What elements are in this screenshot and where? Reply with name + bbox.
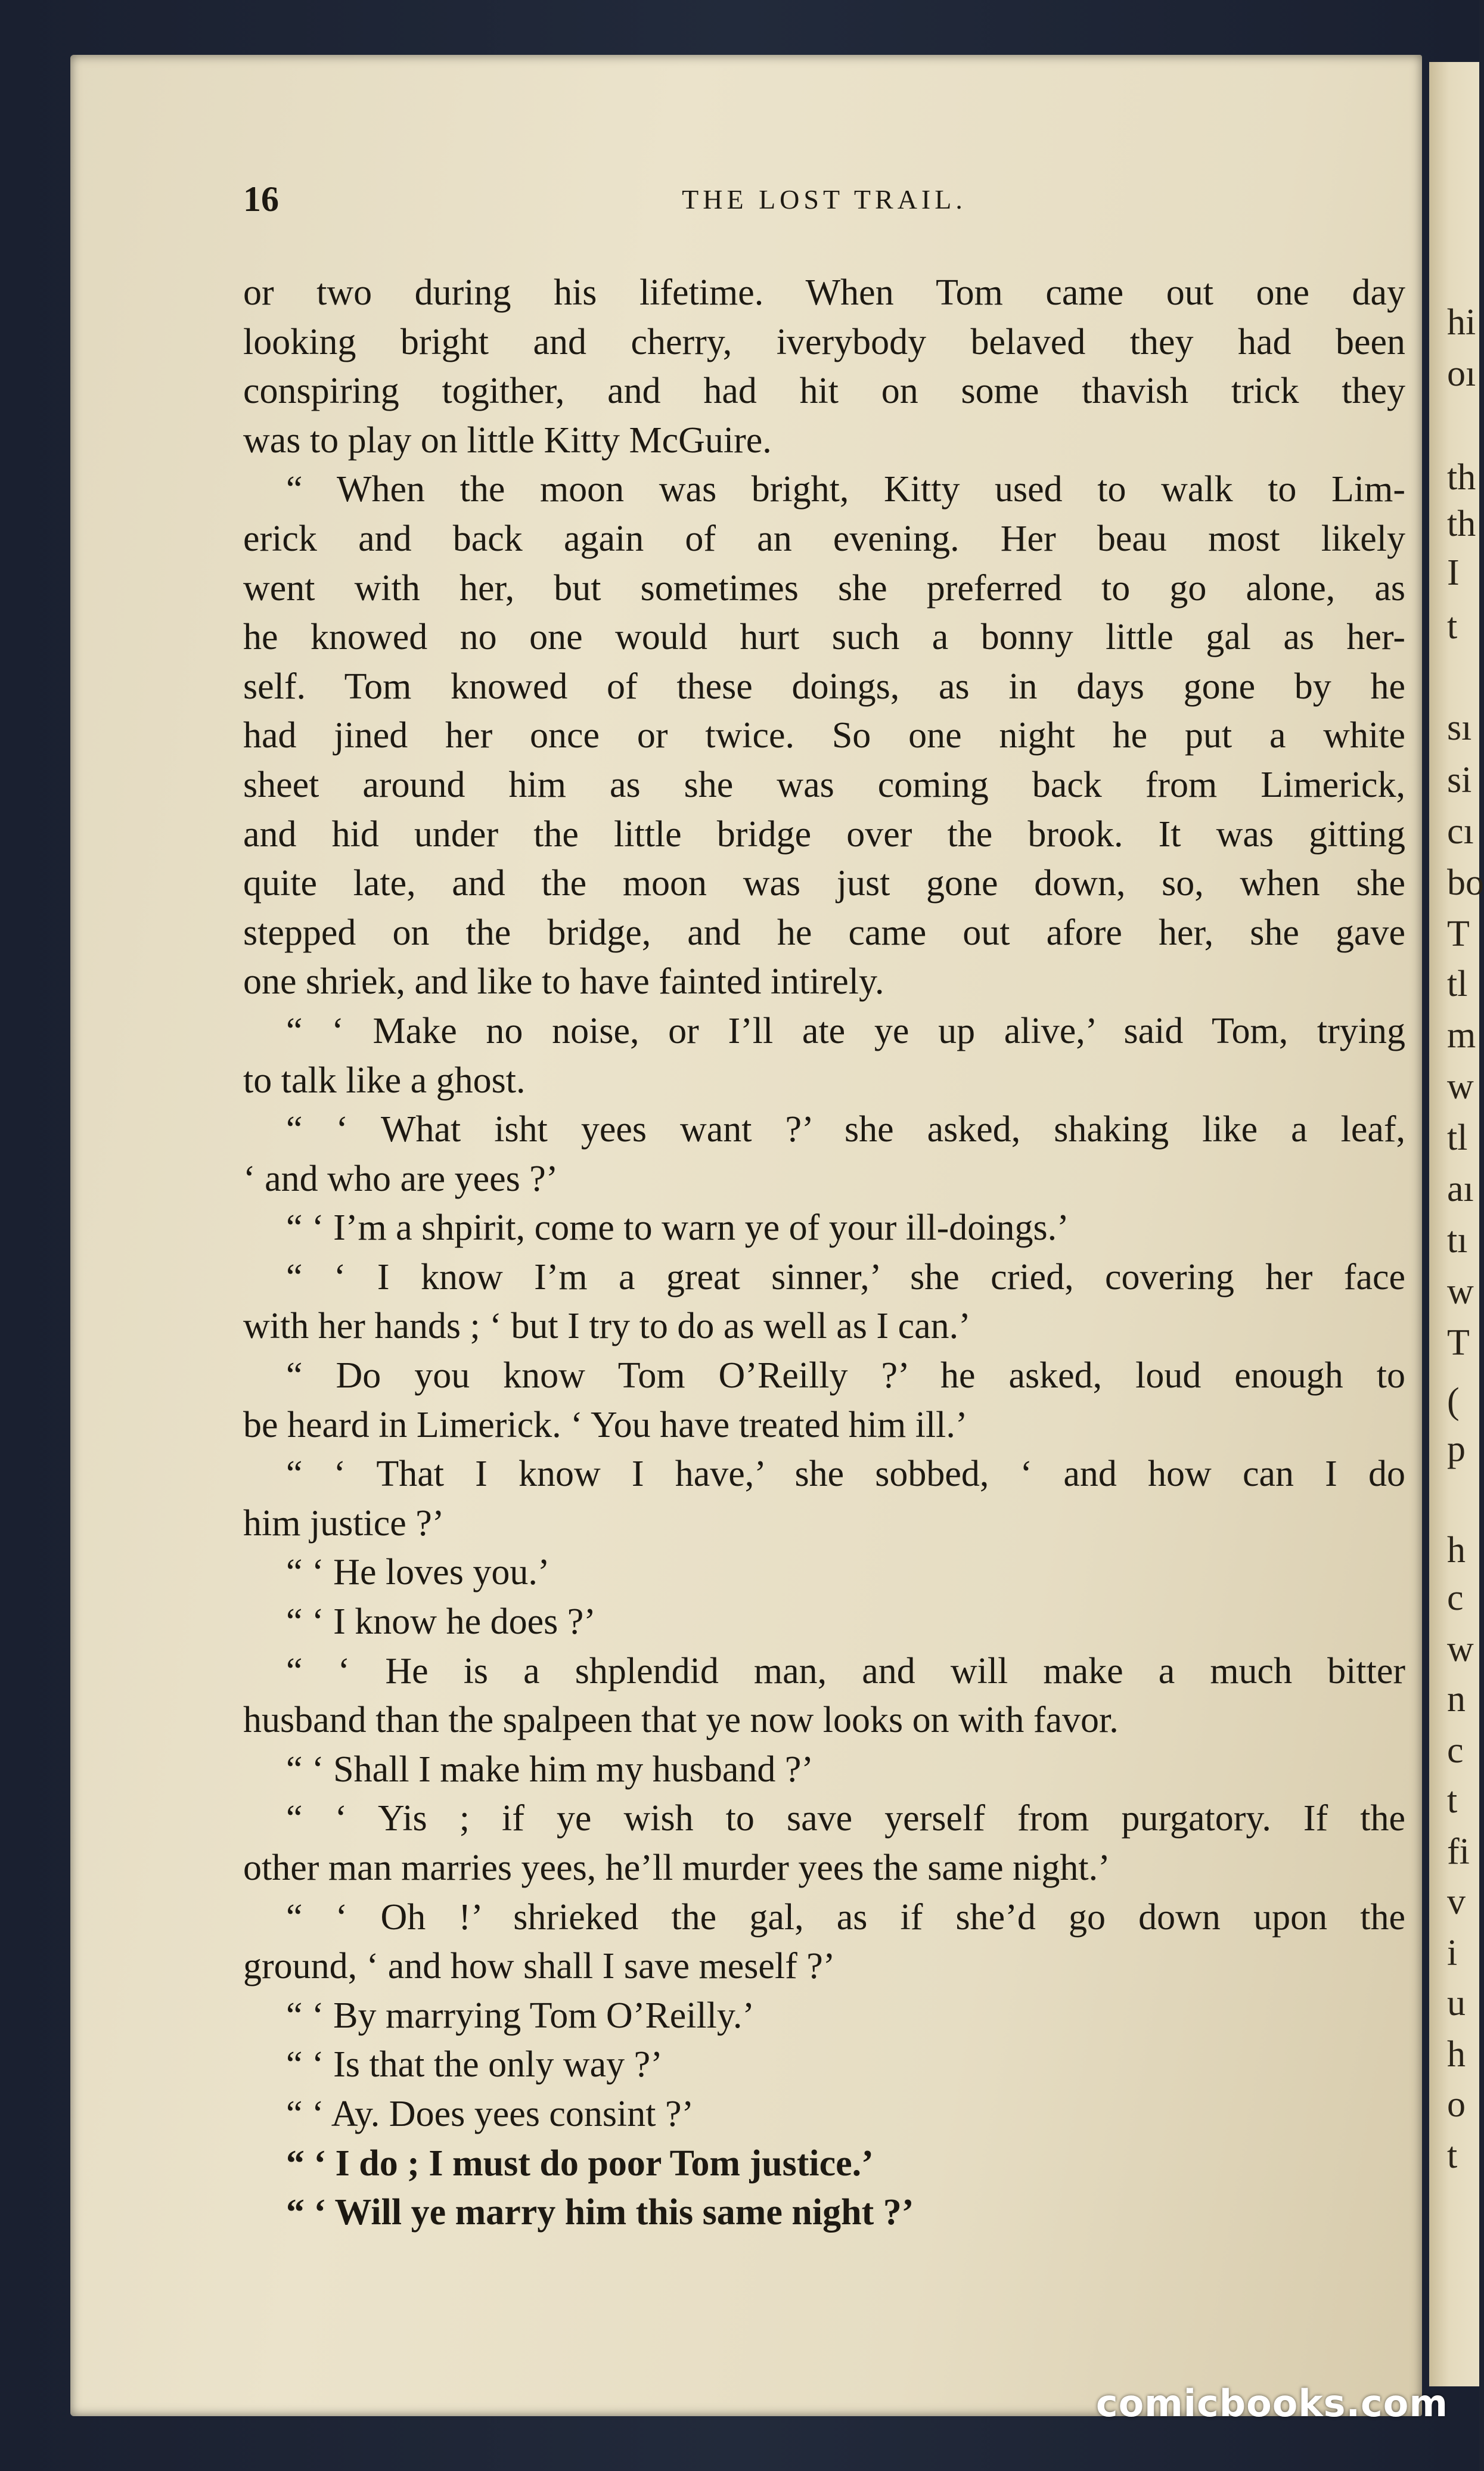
- text-line: with her hands ; ‘ but I try to do as well as I can.’: [243, 1306, 971, 1347]
- text-line: “ ‘ What isht yees want ?’ she asked, shaking like a leaf,: [286, 1109, 1405, 1150]
- adjacent-page-fragment: p: [1447, 1429, 1466, 1469]
- adjacent-page-fragment: t: [1447, 1780, 1458, 1821]
- text-line: looking bright and cherry, iverybody belaved they had been: [243, 321, 1405, 362]
- text-line: “ ‘ Oh !’ shrieked the gal, as if she’d go down upon the: [286, 1896, 1405, 1938]
- text-line: be heard in Limerick. ‘ You have treated him ill.’: [243, 1404, 968, 1445]
- body-text: [243, 268, 1405, 2237]
- watermark: comicbooks.com: [1095, 2382, 1448, 2425]
- page-header: [243, 179, 1405, 226]
- adjacent-page-fragment: hi: [1447, 302, 1476, 343]
- text-line: “ ‘ Is that the only way ?’: [286, 2044, 663, 2085]
- adjacent-page-fragment: I: [1447, 552, 1460, 593]
- text-line: “ ‘ He loves you.’: [286, 1552, 550, 1593]
- adjacent-page-fragment: tl: [1447, 1117, 1468, 1158]
- adjacent-page-fragment: h: [1447, 1530, 1466, 1570]
- text-line: “ ‘ Yis ; if ye wish to save yerself from purgatory. If the: [286, 1798, 1405, 1839]
- text-line: stepped on the bridge, and he came out afore her, she gave: [243, 912, 1405, 953]
- text-line: “ ‘ Make no noise, or I’ll ate ye up alive,’ said Tom, trying: [286, 1010, 1405, 1051]
- text-line: “ ‘ He is a shplendid man, and will make a much bitter: [286, 1650, 1405, 1691]
- adjacent-page-fragment: o: [1447, 2084, 1466, 2125]
- text-line: to talk like a ghost.: [243, 1060, 526, 1101]
- adjacent-page-fragment: t: [1447, 2135, 1458, 2176]
- text-line: had jined her once or twice. So one night he put a white: [243, 715, 1405, 756]
- text-line: “ Do you know Tom O’Reilly ?’ he asked, loud enough to: [286, 1355, 1405, 1396]
- adjacent-page-fragment: sı: [1447, 707, 1472, 748]
- text-line: “ ‘ Shall I make him my husband ?’: [286, 1749, 814, 1790]
- adjacent-page-fragment: T: [1447, 1323, 1470, 1363]
- text-line: “ ‘ I know I’m a great sinner,’ she cried, covering her face: [286, 1256, 1405, 1297]
- adjacent-page-fragment: bo: [1447, 862, 1484, 903]
- text-line: self. Tom knowed of these doings, as in days gone by he: [243, 666, 1405, 707]
- text-line: went with her, but sometimes she preferred to go alone, as: [243, 567, 1405, 609]
- adjacent-page-fragment: w: [1447, 1271, 1474, 1312]
- page-number: 16: [243, 179, 279, 219]
- adjacent-page-fragment: th: [1447, 504, 1476, 544]
- adjacent-page-fragment: h: [1447, 2034, 1466, 2075]
- text-line: “ ‘ I know he does ?’: [286, 1601, 596, 1643]
- text-line: ground, ‘ and how shall I save meself ?’: [243, 1946, 836, 1987]
- text-line: other man marries yees, he’ll murder yees the same night.’: [243, 1848, 1110, 1888]
- text-line: “ ‘ I do ; I must do poor Tom justice.’: [286, 2143, 874, 2184]
- adjacent-page-fragment: m: [1447, 1015, 1476, 1056]
- text-line: husband than the spalpeen that ye now looks on with favor.: [243, 1700, 1119, 1741]
- text-line: sheet around him as she was coming back from Limerick,: [243, 764, 1405, 805]
- adjacent-page-fragment: T: [1447, 914, 1470, 954]
- text-line: quite late, and the moon was just gone down, so, when she: [243, 863, 1405, 904]
- text-line: or two during his lifetime. When Tom came out one day: [243, 272, 1405, 313]
- adjacent-page-fragment: n: [1447, 1679, 1466, 1719]
- adjacent-page-fragment: c: [1447, 1578, 1464, 1618]
- adjacent-page-fragment: c: [1447, 1730, 1464, 1771]
- text-line: one shriek, and like to have fainted intirely.: [243, 961, 884, 1002]
- adjacent-page-fragment: w: [1447, 1629, 1474, 1669]
- adjacent-page-fragment: (: [1447, 1381, 1460, 1421]
- adjacent-page-fragment: u: [1447, 1983, 1466, 2023]
- text-line: he knowed no one would hurt such a bonny little gal as her-: [243, 617, 1405, 658]
- adjacent-page-fragment: th: [1447, 457, 1476, 498]
- adjacent-page-fragment: aı: [1447, 1169, 1474, 1209]
- text-line: “ ‘ By marrying Tom O’Reilly.’: [286, 1995, 755, 2036]
- text-line: was to play on little Kitty McGuire.: [243, 420, 772, 461]
- text-line: conspiring togither, and had hit on some thavish trick they: [243, 371, 1405, 412]
- text-line: “ When the moon was bright, Kitty used to walk to Lim-: [286, 469, 1405, 510]
- running-title: THE LOST TRAIL.: [682, 184, 967, 215]
- text-line: erick and back again of an evening. Her beau most likely: [243, 518, 1405, 559]
- text-line: “ ‘ I’m a shpirit, come to warn ye of your ill-doings.’: [286, 1207, 1069, 1249]
- adjacent-page-fragment: oı: [1447, 353, 1476, 394]
- adjacent-page-fragment: w: [1447, 1066, 1474, 1107]
- text-line: ‘ and who are yees ?’: [243, 1158, 558, 1199]
- adjacent-page-fragment: fi: [1447, 1831, 1470, 1872]
- adjacent-page-fragment: cı: [1447, 811, 1474, 852]
- text-line: “ ‘ Ay. Does yees consint ?’: [286, 2093, 694, 2134]
- adjacent-page-fragment: si: [1447, 760, 1472, 800]
- adjacent-page-fragment: t: [1447, 606, 1458, 647]
- text-line: “ ‘ Will ye marry him this same night ?’: [286, 2192, 914, 2233]
- text-line: “ ‘ That I know I have,’ she sobbed, ‘ and how can I do: [286, 1454, 1405, 1495]
- adjacent-page-edge: [1429, 62, 1484, 2386]
- adjacent-page-fragment: i: [1447, 1933, 1458, 1973]
- adjacent-page-fragment: tl: [1447, 964, 1468, 1004]
- text-line: him justice ?’: [243, 1503, 445, 1544]
- adjacent-page-fragment: v: [1447, 1882, 1466, 1922]
- adjacent-page-fragment: tı: [1447, 1220, 1468, 1261]
- text-line: and hid under the little bridge over the brook. It was gitting: [243, 814, 1405, 855]
